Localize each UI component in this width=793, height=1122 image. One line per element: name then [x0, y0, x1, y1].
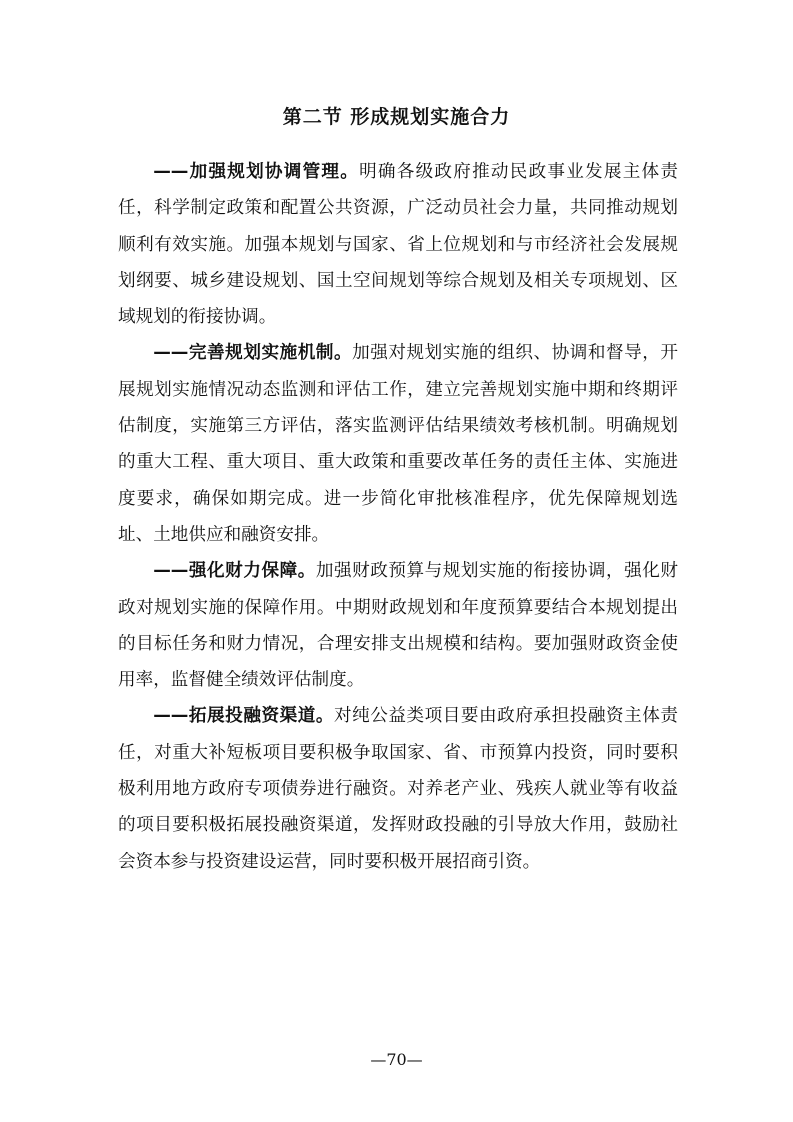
- paragraph-investment: [118, 698, 678, 879]
- paragraph-text: 加强对规划实施的组织、协调和督导，开展规划实施情况动态监测和评估工作，建立完善规划实施中期和终期评估制度，实施第三方评估，落实监测评估结果绩效考核机制。明确规划的重大工程、重大项目、重大政策和重要改革任务的责任主体、实施进度要求，确保如期完成。进一步简化审批核准程序，优先保障规划选址、土地供应和融资安排。: [118, 343, 678, 545]
- paragraph-coordination: [118, 154, 678, 335]
- paragraph-text: 加强财政预算与规划实施的衔接协调，强化财政对规划实施的保障作用。中期财政规划和年度预算要结合本规划提出的目标任务和财力情况，合理安排支出规模和结构。要加强财政资金使用率，监督健全绩效评估制度。: [118, 561, 678, 691]
- paragraph-mechanism: [118, 335, 678, 553]
- page-number: —70—: [370, 1050, 423, 1069]
- paragraph-lead: ——完善规划实施机制。: [153, 343, 353, 364]
- paragraph-lead: ——强化财力保障。: [153, 561, 316, 582]
- paragraph-text: 明确各级政府推动民政事业发展主体责任，科学制定政策和配置公共资源，广泛动员社会力量，共同推动规划顺利有效实施。加强本规划与国家、省上位规划和与市经济社会发展规划纲要、城乡建设规划、国土空间规划等综合规划及相关专项规划、区域规划的衔接协调。: [118, 162, 678, 328]
- paragraph-text: 对纯公益类项目要由政府承担投融资主体责任，对重大补短板项目要积极争取国家、省、市预算内投资，同时要积极利用地方政府专项债券进行融资。对养老产业、残疾人就业等有收益的项目要积极拓展投融资渠道，发挥财政投融的引导放大作用，鼓励社会资本参与投资建设运营，同时要积极开展招商引资。: [118, 706, 678, 872]
- section-title: 第二节 形成规划实施合力: [282, 106, 511, 128]
- paragraph-finance: [118, 553, 678, 698]
- paragraph-lead: ——拓展投融资渠道。: [153, 706, 334, 727]
- paragraph-lead: ——加强规划协调管理。: [153, 162, 360, 182]
- document-body: [118, 154, 678, 880]
